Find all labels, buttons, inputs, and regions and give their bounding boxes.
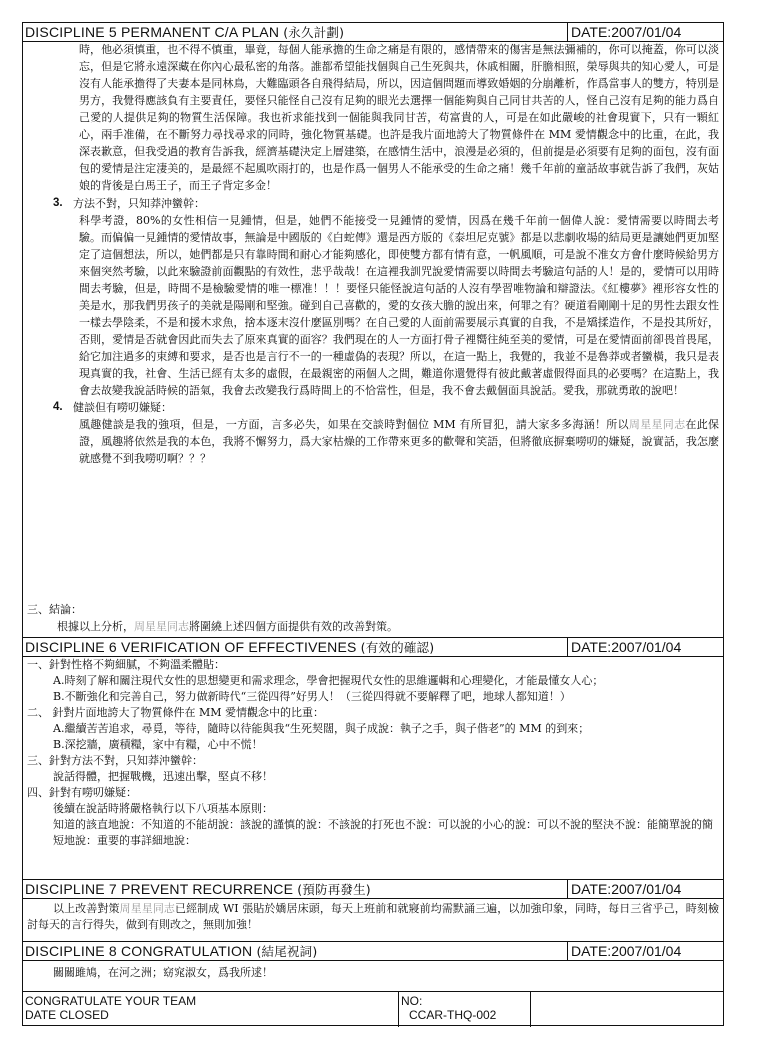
d6-line: 四、針對有嘮叨嫌疑：: [27, 786, 137, 799]
d6-line: B.深挖牆，廣積糧，家中有糧，心中不慌！: [53, 738, 263, 751]
d5-body: [23, 41, 723, 609]
highlighted-name: 周星星同志: [628, 418, 686, 431]
d8-header: [23, 941, 723, 961]
document-number: CCAR-THQ-002: [409, 1008, 497, 1022]
d6-line: 知道的該直地說：不知道的不能胡說：該說的謹慎的說：不該說的打死也不說：可以說的小心的說：可以不說的堅決不說：能簡單說的簡短地說：重要的事詳細地說：: [53, 818, 713, 847]
d6-title: DISCIPLINE 6 VERIFICATION OF EFFECTIVENES: [25, 639, 357, 655]
d6-line: 說話得體，把握戰機，迅速出擊，堅貞不移！: [53, 770, 273, 783]
date-closed-label: DATE CLOSED: [25, 1008, 109, 1022]
footer-empty-cell: [531, 992, 723, 1027]
congratulate-label: CONGRATULATE YOUR TEAM: [25, 994, 197, 1008]
d6-line: 三、針對方法不對，只知莽沖蠻幹：: [27, 754, 203, 767]
d6-line: A.時刻了解和關注現代女性的思想變更和需求理念，學會把握現代女性的思維邏輯和心理變化，才能最懂女人心；: [53, 674, 604, 687]
d8-body: 關關雎鳩，在河之洲；窈窕淑女，爲我所逑！: [53, 966, 273, 979]
no-label: NO:: [401, 994, 423, 1008]
item-title: 方法不對，只知莽沖蠻幹：: [73, 197, 205, 210]
conclusion-label: 三、結論：: [27, 603, 82, 616]
d6-line: 後續在說話時將嚴格執行以下八項基本原則：: [53, 802, 273, 815]
highlighted-name: 周星星同志: [134, 620, 189, 633]
d8-title: DISCIPLINE 8 CONGRATULATION: [25, 943, 253, 959]
d6-line: B.不斷強化和完善自己，努力做新時代“三從四得”好男人！（三從四得就不要解釋了吧，地球人都知道！）: [53, 690, 571, 703]
d6-line: 一、針對性格不夠細膩，不夠溫柔體貼：: [27, 658, 225, 671]
item-title: 健談但有嘮叨嫌疑：: [73, 401, 172, 414]
d6-line: 二、 針對片面地誇大了物質條件在 MM 愛情觀念中的比重：: [27, 706, 325, 719]
d6-title-cn: (有效的確認): [360, 640, 435, 655]
footer-row: [23, 991, 723, 1027]
d6-date: DATE:2007/01/04: [567, 638, 723, 656]
d5-item-4-body: 風趣健談是我的強項，但是，一方面，言多必失，如果在交談時對個位 MM 有所冒犯，請大家多多海涵！所以周星星同志在此保證，風趣將依然是我的本色，我將不懈努力，爲大家枯燥的工作帶來更多的歡聲和笑語，但將徹底摒棄嘮叨的嫌疑，說實話，我怎麼就感覺不到我嘮叨啊？？？: [79, 418, 719, 465]
item-number: 3.: [53, 197, 63, 209]
d5-item-3: [53, 195, 719, 212]
d8-date: DATE:2007/01/04: [567, 942, 723, 960]
ccar-form: [22, 22, 724, 1026]
d5-item-4: [53, 399, 719, 416]
d6-header: [23, 637, 723, 657]
d5-item-3-body: 科學考證，80%的女性相信一見鍾情，但是，她們不能接受一見鍾情的愛情，因爲在幾千年前一個偉人說：愛情需要以時間去考驗。而偏偏一見鍾情的愛情故事，無論是中國版的《白蛇傳》還是西方版的《泰坦尼克號》都是以悲劇收場的結局更是讓她們更加堅定了這個想法，所以，她們都是只有靠時間和耐心才能夠感化，即使雙方都有情有意，一帆風順，可是說不准女方會什麼時候給男方來個突然考驗，以此來驗證前面觀點的有效性，悲乎哉哉！在這裡我訓咒說愛情需要以時間去考驗這句話的人！是的，愛情可以用時間去考驗，但是，時間不是檢驗愛情的唯一標准！！！要怪只能怪說這句話的人沒有學習唯物論和辯證法。《紅樓夢》裡形容女性的美是水，那我們男孩子的美就是陽剛和堅強。碰到自己喜歡的，愛的女孩大膽的說出來，何罪之有？硬道看剛剛十足的男性去跟女性一樣去學陰柔，不是和援木求魚，捨本逐末沒什麼區別嗎？在自己愛的人面前需要展示真實的自我，不是矯揉造作，不是投其所好，否則，愛情是否就會因此而失去了原來真實的面容？我們現在的人一方面打骨子裡嚮往純至美的愛情，可是在愛情面前卻畏首畏尾，給它加注過多的束縛和要求，是否也是言行不一的一種虛偽的表現？所以，在這一點上，我覺的，我並不是魯莽或者蠻橫，我只是表現真實的我，社會、生活已經有太多的虛假，在最親密的兩個人之間，難道你還覺得有彼此戴著虛假得面具的必要嗎？在這點上，我會去故變我說話時候的語氣，我會去改變我行爲時間上的不恰當性，但是，我不會去戴個面具說話。愛我，那就勇敢的說吧！: [79, 214, 719, 397]
d6-line: A.繼續苦苦追求，尋覓，等待，隨時以待能與我“生死契闊，與子成說：執子之手，與子偕老”的 MM 的到來；: [53, 722, 590, 735]
d7-header: [23, 879, 723, 899]
conclusion-text: 根據以上分析，周星星同志將圍繞上述四個方面提供有效的改善對策。: [57, 620, 398, 633]
d7-title-cn: (預防再發生): [297, 882, 371, 897]
d5-date: DATE:2007/01/04: [567, 23, 723, 41]
d7-body: 以上改善對策周星星同志已經制成 WI 張貼於嬌居床頭，每天上班前和就寢前均需默誦三遍，以加強印象，同時，每日三省乎己，時刻檢討每天的言行得失，做到有則改之，無則加強！: [27, 902, 719, 931]
d7-title: DISCIPLINE 7 PREVENT RECURRENCE: [25, 881, 294, 897]
d8-title-cn: (結尾祝詞): [256, 944, 318, 959]
d5-title: DISCIPLINE 5 PERMANENT C/A PLAN: [25, 23, 280, 40]
d5-intro-paragraph: 時，他必須慎重，也不得不慎重，畢竟，每個人能承擔的生命之痛是有限的，感情帶來的傷害是無法彌補的，你可以掩蓋，你可以淡忘，但是它將永遠深藏在你內心最私密的角落。誰都希望能找個與自己生死與共，休戚相關，肝膽相照，榮辱與共的知心愛人，可是沒有人能承擔得了夫妻本是同林鳥，大難臨頭各自飛得結局，所以，因這個問題而導致婚姻的分崩離析，作爲當事人的雙方，特別是男方，我覺得應該負有主要責任，要怪只能怪自己沒有足夠的眼光去選擇一個能夠與自己同甘共苦的人，怪自己沒有足夠的能力爲自己愛的人提供足夠的物質生活保障。我也祈求能找到一個能與我同甘苦，苟富貴的人，可是在如此嚴峻的社會現實下，只有一顆紅心，兩手准備，在不斷努力尋找尋求的同時，強化物質基礎。也許是我片面地誇大了物質條件在 MM 愛情觀念中的比重，在此，我深表歉意，但我受過的教育告訴我，經濟基礎決定上層建築，在感情生活中，浪漫是必須的，但前提是必須要有足夠的面包，沒有面包的愛情是注定淒美的，是最經不起風吹雨打的，也是作爲一個男人不能承受的生命之痛！幾千年前的童話故事就告訴了我們，灰姑娘的背後是白馬王子，而王子背定多金！: [79, 43, 719, 192]
item-number: 4.: [53, 401, 63, 413]
d5-title-cn: (永久計劃): [283, 24, 345, 40]
highlighted-name: 周星星同志: [119, 902, 175, 915]
d6-body: [23, 657, 723, 881]
d7-date: DATE:2007/01/04: [567, 880, 723, 898]
d5-header: [23, 22, 723, 42]
